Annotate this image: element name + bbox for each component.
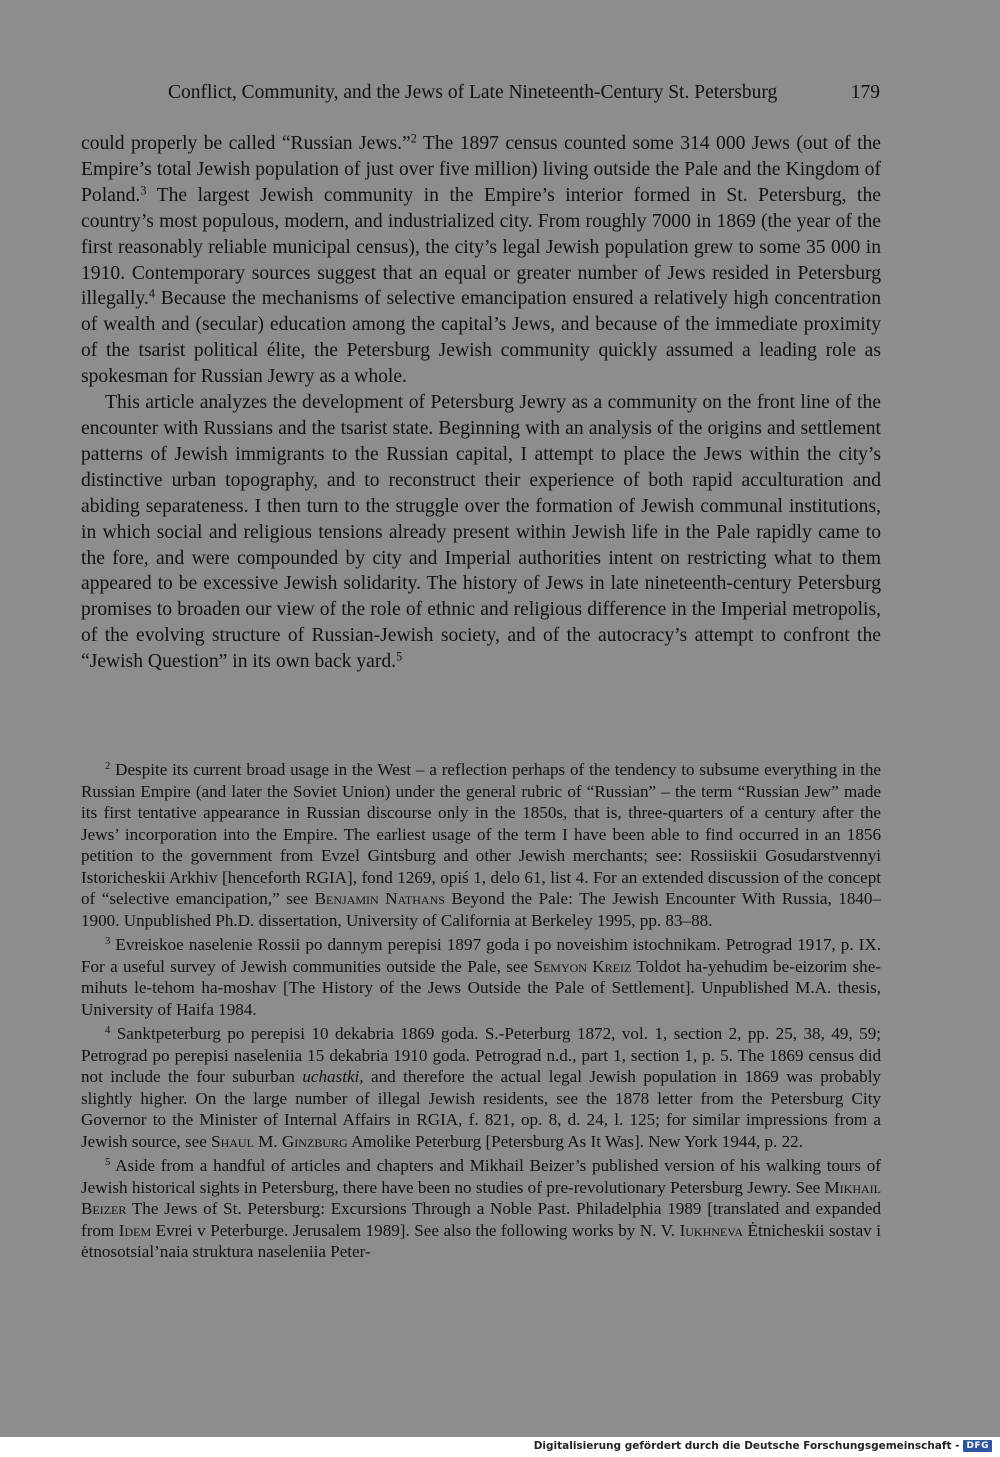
paragraph-2	[81, 390, 881, 675]
text-run: Ėtnicheskii sostav i ėtnosotsial’naia struktura naseleniia Peter-	[81, 1220, 881, 1261]
body-text	[81, 131, 881, 675]
text-run: Despite its current broad usage in the West – a reflection perhaps of the tendency to subsume everything in the Russian Empire (and later the Soviet Union) under the general rubric of “Russian” – the term “Russian Jew” made its first tentative appearance in Russian discourse only in the 1850s, that is, three-quarters of a century after the Jews’ incorporation into the Empire. The earliest usage of the term I have been able to find occurred in an 1856 petition to the government from Evzel Gintsburg and other Jewish merchants; see: Rossiiskii Gosudarstvennyi Istoricheskii Arkhiv [henceforth RGIA], fond 1269, opiś 1, delo 61, list 4. For an extended discussion of the concept of “selective emancipation,” see	[81, 760, 881, 908]
author-name: Idem	[118, 1220, 152, 1240]
text-run: Because the mechanisms of selective emancipation ensured a relatively high concentration of wealth and (secular) education among the capital’s Jews, and because of the immediate proximity of the tsarist political élite, the Petersburg Jewish community quickly assumed a leading role as spokesman for Russian Jewry as a whole.	[81, 288, 881, 388]
footnote-4	[81, 1023, 881, 1152]
italic-term: uchastki,	[302, 1067, 364, 1086]
text-run: Evreiskoe naselenie Rossii po dannym perepisi 1897 goda i po noveishim istochnikam. Petrograd 1917, p. IX. For a useful survey of Jewish communities outside the Pale, see	[81, 935, 881, 976]
footnote-2	[81, 759, 881, 931]
author-name: Mikhail Beizer	[81, 1177, 881, 1218]
footnote-5	[81, 1155, 881, 1263]
text-run: Beyond the Pale: The Jewish Encounter With Russia, 1840–1900. Unpublished Ph.D. dissertation, University of California at Berkeley 1995, pp. 83–88.	[81, 889, 882, 930]
text-run: Aside from a handful of articles and chapters and Mikhail Beizer’s published version of his walking tours of Jewish historical sights in Petersburg, there have been no studies of pre-revolutionary Petersburg Jewry. See	[81, 1156, 881, 1197]
text-run: This article analyzes the development of Petersburg Jewry as a community on the front line of the encounter with Russians and the tsarist state. Beginning with an analysis of the origins and settlement patterns of Jewish immigrants to the Russian capital, I attempt to place the Jews within the city’s distinctive urban topography, and to reconstruct their experience of both rapid acculturation and abiding separateness. I then turn to the struggle over the formation of Jewish communal institutions, in which social and religious tensions already present within Jewish life in the Pale rapidly came to the fore, and were compounded by city and Imperial authorities intent on restricting what to them appeared to be excessive Jewish solidarity. The history of Jews in late nineteenth-century Petersburg promises to broaden our view of the role of ethnic and religious difference in the Imperial metropolis, of the evolving structure of Russian-Jewish society, and of the autocracy’s attempt to confront the “Jewish Question” in its own back yard.	[81, 392, 881, 673]
footnote-ref-2: 2	[410, 131, 417, 146]
text-run: The largest Jewish community in the Empire’s interior formed in St. Petersburg, the country’s most populous, modern, and industrialized city. From roughly 7000 in 1869 (the year of the first reasonably reliable municipal census), the city’s legal Jewish population grew to some 35 000 in 1910. Contemporary sources suggest that an equal or greater number of Jews resided in Petersburg illegally.	[81, 184, 881, 310]
author-name: Shaul M. Ginzburg	[211, 1131, 348, 1151]
footnote-3	[81, 934, 881, 1020]
footnote-number: 3	[105, 936, 111, 948]
footnotes	[81, 759, 881, 1266]
dfg-logo: DFG	[963, 1440, 992, 1452]
text-run: and therefore the actual legal Jewish population in 1869 was probably slightly higher. On the large number of illegal Jewish residents, see the 1878 letter from the Petersburg City Governor to the Minister of Internal Affairs in RGIA, f. 821, op. 8, d. 24, l. 125; for similar impressions from a Jewish source, see	[81, 1067, 881, 1151]
text-run: Toldot ha-yehudim be-eizorim she-mihuts le-tehom ha-moshav [The History of the Jews Outside the Pale of Settlement]. Unpublished M.A. thesis, University of Haifa 1984.	[81, 956, 881, 1019]
funding-notice	[534, 1440, 992, 1452]
text-run: Evrei v Peterburge. Jerusalem 1989]. See also the following works by N. V.	[151, 1220, 680, 1240]
funding-text: Digitalisierung gefördert durch die Deutsche Forschungsgemeinschaft -	[533, 1440, 960, 1452]
text-run: Amolike Peterburg [Petersburg As It Was]. New York 1944, p. 22.	[347, 1131, 803, 1151]
text-run: The 1897 census counted some 314 000 Jews (out of the Empire’s total Jewish population of just over five million) living outside the Pale and the Kingdom of Poland.	[81, 133, 881, 206]
author-name: Benjamin Nathans	[314, 889, 445, 908]
text-run: Sanktpeterburg po perepisi 10 dekabria 1869 goda. S.-Peterburg 1872, vol. 1, section 2, pp. 25, 38, 49, 59; Petrograd po perepisi naseleniia 15 dekabria 1910 goda. Petrograd n.d., part 1, section 1, p. 5. The 1869 census did not include the four suburban	[81, 1024, 881, 1086]
footnote-number: 4	[105, 1025, 111, 1037]
page-number: 179	[850, 82, 880, 103]
footnote-number: 2	[105, 761, 111, 773]
text-run: could properly be called “Russian Jews.”	[81, 133, 411, 154]
paragraph-1	[81, 131, 881, 390]
footnote-ref-5: 5	[396, 649, 403, 664]
running-title: Conflict, Community, and the Jews of Late Nineteenth-Century St. Petersburg	[168, 82, 778, 103]
author-name: Iukhneva	[679, 1220, 744, 1240]
text-run: The Jews of St. Petersburg: Excursions Through a Noble Past. Philadelphia 1989 [translated and expanded from	[81, 1199, 881, 1240]
footnote-number: 5	[105, 1157, 111, 1169]
footnote-ref-3: 3	[140, 183, 147, 198]
author-name: Semyon Kreiz	[533, 956, 632, 976]
footnote-ref-4: 4	[148, 286, 155, 301]
